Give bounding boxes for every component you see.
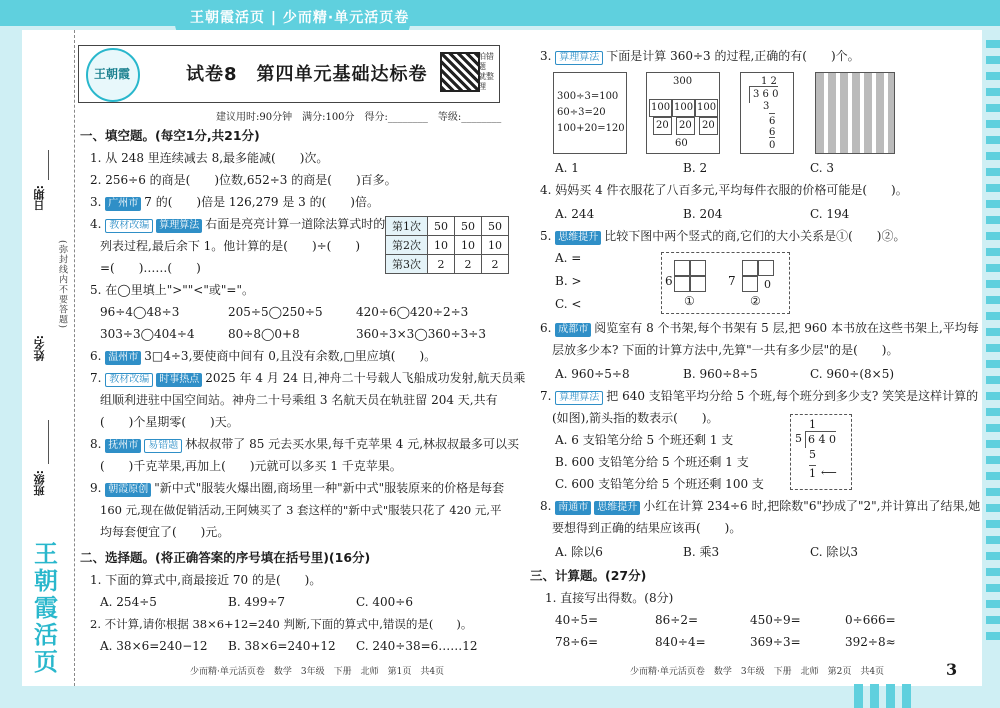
calc-item: 450÷9= <box>750 613 801 627</box>
paper-title: 试卷8 第四单元基础达标卷 <box>186 64 428 85</box>
question-3: 3. 广州市 7 的( )倍是 126,279 是 3 的( )倍。 <box>90 195 379 209</box>
choice-8-line-2: 要想得到正确的结果应该再( )。 <box>552 521 742 535</box>
choice-2-option: A. 38×6=240−12 <box>100 639 208 653</box>
choice-5-option: C. < <box>555 297 582 311</box>
table-row: 第3次 2 2 2 <box>386 255 509 274</box>
arrow-left-icon: ⟵ <box>821 466 837 479</box>
choice-3-option: B. 2 <box>683 161 708 175</box>
corner-bars <box>854 684 918 708</box>
question-7-line-3: ( )个星期零( )天。 <box>100 415 239 429</box>
choice-3-option: A. 1 <box>555 161 579 175</box>
series-title: 王朝霞活页 | 少而精·单元活页卷 <box>190 10 410 26</box>
choice-8-option: B. 乘3 <box>683 545 720 559</box>
choice-7-line-2: (如图),箭头指的数表示( )。 <box>552 411 719 425</box>
choice-6-option: B. 960÷8÷5 <box>683 367 758 381</box>
choice-7-option: A. 6 支铅笔分给 5 个班还剩 1 支 <box>555 433 734 447</box>
choice-7-option: B. 600 支铅笔分给 5 个班还剩 1 支 <box>555 455 749 469</box>
choice-1: 1. 下面的算式中,商最接近 70 的是( )。 <box>90 573 322 587</box>
question-7-line-1: 7. 教材改编 时事热点 2025 年 4 月 24 日,神舟二十号载人飞船成功发射,航天员乘 <box>90 371 526 385</box>
calc-1-title: 1. 直接写出得数。(8分) <box>545 591 674 605</box>
calc-item: 78÷6= <box>555 635 599 649</box>
date-label: 日期: <box>33 185 46 212</box>
seal-note: (弥封线内不要答题) <box>57 240 67 330</box>
brand-logo: 王朝霞 <box>86 48 140 102</box>
choice-8-line-1: 8. 南通市 思维提升 小红在计算 234÷6 时,把除数"6"抄成了"2",并计算出了结果,她 <box>540 499 981 513</box>
choice-6-option: A. 960÷5÷8 <box>555 367 630 381</box>
compare-item: 420÷6◯420÷2÷3 <box>356 305 469 319</box>
choice-4: 4. 妈妈买 4 件衣服花了八百多元,平均每件衣服的价格可能是( )。 <box>540 183 908 197</box>
brand-vertical: 王 朝 霞 活 页 <box>34 539 58 676</box>
choice-2-option: B. 38×6=240+12 <box>228 639 336 653</box>
choice-1-option: A. 254÷5 <box>100 595 157 609</box>
choice-6-line-1: 6. 成都市 阅览室有 8 个书架,每个书架有 5 层,把 960 本书放在这些书架上,平均每 <box>540 321 979 335</box>
calc-item: 0÷666= <box>845 613 896 627</box>
method-box-2: 300 100 100 100 20 20 20 60 <box>646 72 720 154</box>
stick-bundles-picture <box>815 72 895 154</box>
left-footer: 少而精·单元活页卷 数学 3年级 下册 北师 第1页 共4页 <box>190 667 445 677</box>
question-5: 5. 在◯里填上">""<"或"="。 <box>90 283 254 297</box>
method-box-3: 1 2 3 6 0 3 6 6 0 <box>740 72 794 154</box>
top-band <box>0 0 1000 26</box>
compare-item: 96÷4◯48÷3 <box>100 305 180 319</box>
long-division-compare: 6 ① 7 0 ② <box>661 252 790 314</box>
question-1: 1. 从 248 里连续减去 8,最多能减( )次。 <box>90 151 329 165</box>
choice-1-option: C. 400÷6 <box>356 595 413 609</box>
question-4-line-1: 4. 教材改编 算理算法 右面是亮亮计算一道除法算式时的 <box>90 217 386 231</box>
calc-item: 840÷4= <box>655 635 706 649</box>
question-9-line-3: 均每套便宜了( )元。 <box>100 525 230 539</box>
section-choice-title: 二、选择题。(将正确答案的序号填在括号里)(16分) <box>80 550 371 565</box>
division-steps-table <box>385 216 509 274</box>
class-label: 班级: <box>33 470 46 497</box>
date-line <box>48 150 49 180</box>
choice-8-option: C. 除以3 <box>810 545 859 559</box>
choice-2-option: C. 240÷38=6……12 <box>356 639 478 653</box>
question-9-line-2: 160 元,现在做促销活动,王阿姨买了 3 套这样的"新中式"服装只花了 420 元,平 <box>100 503 502 517</box>
class-line <box>48 420 49 464</box>
choice-4-option: A. 244 <box>555 207 595 221</box>
compare-item: 205÷5◯250÷5 <box>228 305 323 319</box>
calc-item: 86÷2= <box>655 613 699 627</box>
question-4-line-3: =( )……( ) <box>100 261 201 275</box>
choice-3: 3. 算理算法 下面是计算 360÷3 的过程,正确的有( )个。 <box>540 49 860 63</box>
question-7-line-2: 组顺利进驻中国空间站。神舟二十号乘组 3 名航天员在轨驻留 204 天,共有 <box>100 393 498 407</box>
choice-5: 5. 思维提升 比较下图中两个竖式的商,它们的大小关系是①( )②。 <box>540 229 906 243</box>
choice-7-option: C. 600 支铅笔分给 5 个班还剩 100 支 <box>555 477 764 491</box>
choice-7-line-1: 7. 算理算法 把 640 支铅笔平均分给 5 个班,每个班分到多少支? 笑笑是这样计算的 <box>540 389 979 403</box>
table-row: 第1次 50 50 50 <box>386 217 509 236</box>
choice-2: 2. 不计算,请你根据 38×6+12=240 判断,下面的算式中,错误的是( )。 <box>90 617 473 631</box>
qr-caption: 拍错题 就整理 <box>478 52 494 91</box>
compare-item: 80÷8◯0+8 <box>228 327 300 341</box>
right-decoration <box>986 40 1000 640</box>
question-4-line-2: 列表过程,最后余下 1。他计算的是( )÷( ) <box>100 239 361 253</box>
choice-3-option: C. 3 <box>810 161 835 175</box>
calc-item: 392÷8≈ <box>845 635 896 649</box>
region-tag: 广州市 <box>105 197 141 211</box>
qr-code-icon[interactable] <box>440 52 480 92</box>
calc-item: 40÷5= <box>555 613 599 627</box>
long-division-pencils: 1 5 6 4 0 5 1 ⟵ <box>790 414 852 490</box>
choice-5-option: A. = <box>555 251 582 265</box>
choice-6-option: C. 960÷(8×5) <box>810 367 895 381</box>
choice-1-option: B. 499÷7 <box>228 595 286 609</box>
choice-8-option: A. 除以6 <box>555 545 603 559</box>
question-8-line-2: ( )千克苹果,再加上( )元就可以多买 1 千克苹果。 <box>100 459 402 473</box>
calc-item: 369÷3= <box>750 635 801 649</box>
question-9-line-1: 9. 朝霞原创 "新中式"服装火爆出圈,商场里一种"新中式"服装原来的价格是每套 <box>90 481 505 495</box>
section-calc-title: 三、计算题。(27分) <box>530 568 647 583</box>
choice-6-line-2: 层放多少本? 下面的计算方法中,先算"一共有多少层"的是( )。 <box>552 343 899 357</box>
compare-item: 303÷3◯404÷4 <box>100 327 195 341</box>
question-8-line-1: 8. 抚州市 易错题 林叔叔带了 85 元去买水果,每千克苹果 4 元,林叔叔最多可以买 <box>90 437 520 451</box>
choice-4-option: C. 194 <box>810 207 850 221</box>
question-2: 2. 256÷6 的商是( )位数,652÷3 的商是( )百多。 <box>90 173 397 187</box>
method-box-1: 300÷3=100 60÷3=20 100+20=120 <box>553 72 627 154</box>
table-row: 第2次 10 10 10 <box>386 236 509 255</box>
choice-4-option: B. 204 <box>683 207 723 221</box>
question-6: 6. 温州市 3□4÷3,要使商中间有 0,且没有余数,□里应填( )。 <box>90 349 437 363</box>
section-fill-title: 一、填空题。(每空1分,共21分) <box>80 128 260 143</box>
name-label: 姓名: <box>33 335 46 362</box>
right-footer: 少而精·单元活页卷 数学 3年级 下册 北师 第2页 共4页 <box>630 667 885 677</box>
page-number: 3 <box>946 660 958 679</box>
exam-meta: 建议用时:90分钟 满分:100分 得分:________ 等级:________ <box>216 112 502 123</box>
choice-5-option: B. > <box>555 274 582 288</box>
compare-item: 360÷3×3◯360÷3÷3 <box>356 327 486 341</box>
